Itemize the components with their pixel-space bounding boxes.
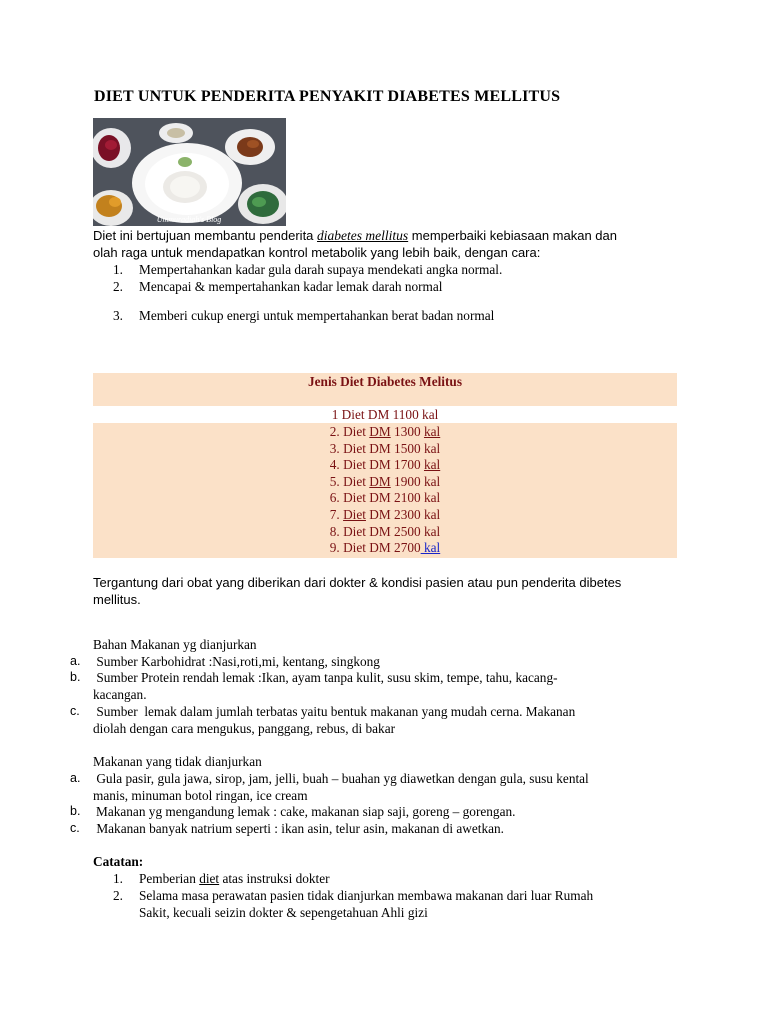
row-text-underlined: DM [369, 424, 391, 439]
item-text-continued: kacangan. [93, 687, 147, 702]
item-text: Gula pasir, gula jawa, sirop, jam, jelli, buah – buahan yg diawetkan dengan gula, susu kental [93, 771, 589, 786]
item-letter: b. [70, 670, 81, 684]
note-number: 1. [113, 871, 123, 886]
note-line-1: Tergantung dari obat yang diberikan dari dokter & kondisi pasien atau pun penderita dibetes [93, 575, 622, 590]
row-text: 4. Diet DM 1700 [329, 457, 424, 472]
table-row-4 [93, 457, 677, 474]
row-text: 5. Diet [329, 474, 370, 489]
goal-item-2 [93, 278, 693, 295]
note-text-after: atas instruksi dokter [219, 871, 330, 886]
row-text: 8. Diet DM 2500 kal [329, 524, 441, 539]
table-row-9 [93, 540, 677, 557]
row-text: 9. Diet DM 2700 [329, 540, 421, 555]
item-text: Sumber Protein rendah lemak :Ikan, ayam tanpa kulit, susu skim, tempe, tahu, kacang- [93, 670, 558, 685]
table-row-2 [93, 424, 677, 441]
table-row-3 [93, 441, 677, 458]
item-letter: a. [70, 654, 81, 668]
intro-paragraph [93, 227, 617, 244]
table-row-1: 1 Diet DM 1100 kal [331, 407, 439, 422]
table-header: Jenis Diet Diabetes Melitus [308, 374, 462, 389]
intro-text-before: Diet ini bertujuan membantu penderita [93, 228, 318, 243]
table-row-8 [93, 524, 677, 541]
table-row-5 [93, 474, 677, 491]
row-text-underlined: kal [423, 424, 441, 439]
goal-text: Mempertahankan kadar gula darah supaya mendekati angka normal. [139, 262, 503, 277]
note-text: Selama masa perawatan pasien tidak dianjurkan membawa makanan dari luar Rumah [139, 888, 594, 903]
item-text: Makanan yg mengandung lemak : cake, makanan siap saji, goreng – gorengan. [96, 804, 516, 819]
intro-line-2: olah raga untuk mendapatkan kontrol metabolik yang lebih baik, dengan cara: [93, 245, 541, 260]
row-text: 1300 [390, 424, 424, 439]
note-line-2: mellitus. [93, 592, 141, 607]
row-text: 3. Diet DM 1500 kal [329, 441, 441, 456]
table-row-7 [93, 507, 677, 524]
row-text: 2. Diet [329, 424, 370, 439]
item-text: Sumber lemak dalam jumlah terbatas yaitu bentuk makanan yang mudah cerna. Makanan [93, 704, 576, 719]
notes-item-1 [93, 870, 693, 887]
note-text-continued: Sakit, kecuali seizin dokter & sepengetahuan Ahli gizi [139, 905, 428, 920]
intro-emphasis: diabetes mellitus [317, 228, 409, 243]
item-text: Sumber Karbohidrat :Nasi,roti,mi, kentang, singkong [93, 654, 380, 669]
goal-number: 3. [113, 308, 123, 323]
row-text-underlined: kal [423, 457, 441, 472]
intro-text-after: memperbaiki kebiasaan makan dan [408, 228, 617, 243]
row-text-underlined: Diet [343, 507, 366, 522]
item-letter: b. [70, 804, 81, 818]
food-photo [93, 118, 286, 226]
row-text: 7. [329, 507, 344, 522]
note-text [139, 870, 330, 887]
goal-number: 1. [113, 262, 123, 277]
goal-text: Mencapai & mempertahankan kadar lemak darah normal [139, 279, 443, 294]
row-text: DM 2300 kal [365, 507, 441, 522]
goal-item-3 [93, 307, 693, 324]
note-text-before: Pemberian [139, 871, 200, 886]
note-text-underlined: diet [199, 871, 220, 886]
item-letter: c. [70, 704, 80, 718]
row-text: 1900 kal [390, 474, 441, 489]
item-text: Makanan banyak natrium seperti : ikan asin, telur asin, makanan di awetkan. [93, 821, 504, 836]
item-text-continued: manis, minuman botol ringan, ice cream [93, 788, 308, 803]
food-photo-illustration [93, 118, 286, 226]
photo-watermark: Ummuradiah's Blog [156, 215, 222, 224]
recommended-heading: Bahan Makanan yg dianjurkan [93, 637, 257, 652]
row-text: 6. Diet DM 2100 kal [329, 490, 441, 505]
row-text-underlined: DM [369, 474, 391, 489]
note-number: 2. [113, 888, 123, 903]
goal-item-1 [93, 261, 693, 278]
goal-text: Memberi cukup energi untuk mempertahankan berat badan normal [139, 308, 495, 323]
document-title: DIET UNTUK PENDERITA PENYAKIT DIABETES MELLITUS [94, 88, 561, 105]
notes-heading: Catatan: [93, 854, 144, 869]
table-row-6 [93, 490, 677, 507]
notes-item-2 [93, 887, 713, 921]
kal-link[interactable]: kal [420, 540, 441, 555]
item-letter: a. [70, 771, 81, 785]
goal-number: 2. [113, 279, 123, 294]
item-letter: c. [70, 821, 80, 835]
item-text-continued: diolah dengan cara mengukus, panggang, rebus, di bakar [93, 721, 396, 736]
not-recommended-heading: Makanan yang tidak dianjurkan [93, 754, 262, 769]
